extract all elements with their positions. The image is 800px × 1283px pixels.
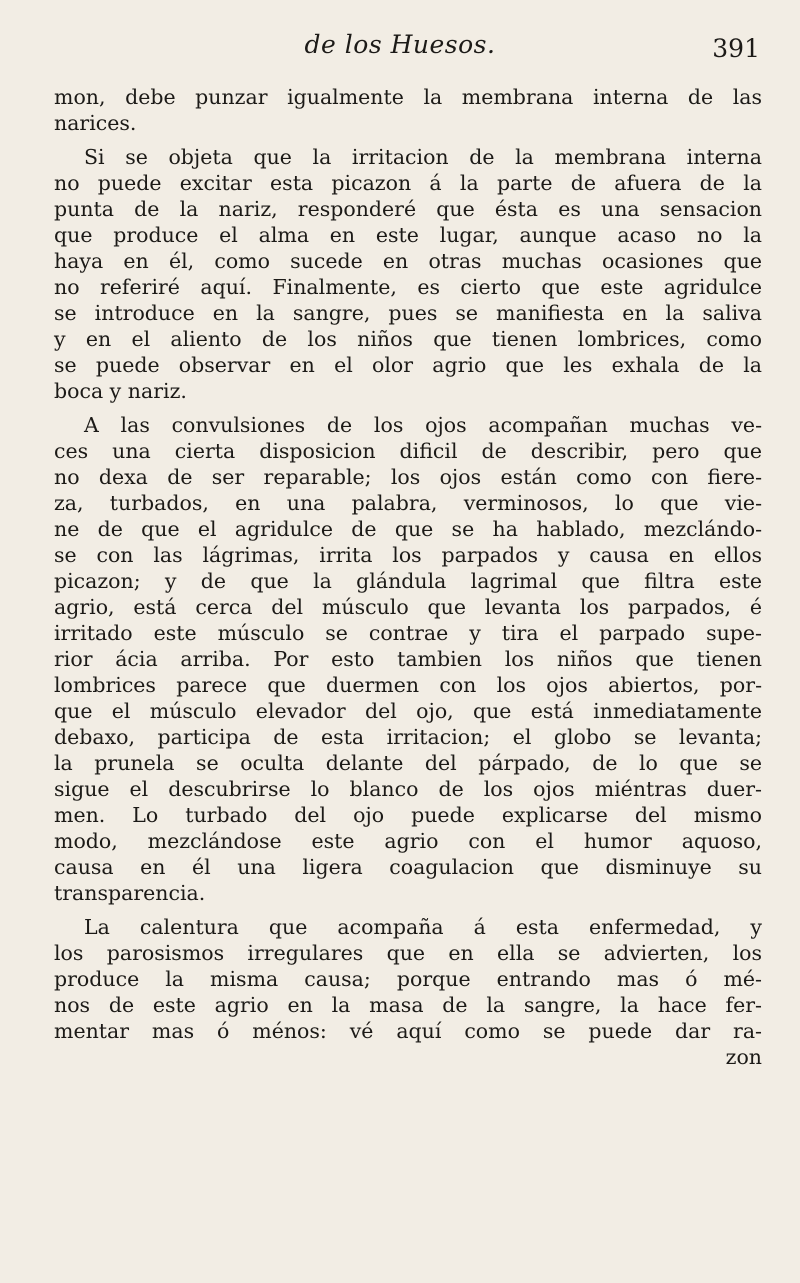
text-line: boca y nariz.: [54, 379, 187, 403]
catchword: zon: [725, 1045, 762, 1069]
text-line: se introduce en la sangre, pues se manifiesta en la saliva: [54, 301, 762, 325]
text-line: za, turbados, en una palabra, verminosos, lo que vie-: [54, 491, 762, 515]
text-line: produce la misma causa; porque entrando mas ó mé-: [54, 967, 762, 991]
paragraph: [54, 412, 762, 906]
text-line: mentar mas ó ménos: vé aquí como se puede dar ra-: [54, 1019, 762, 1043]
text-line: modo, mezclándose este agrio con el humor aquoso,: [54, 829, 762, 853]
text-line: sigue el descubrirse lo blanco de los ojos miéntras duer-: [54, 777, 762, 801]
paragraph: [54, 144, 762, 404]
text-line: transparencia.: [54, 881, 206, 905]
text-line: narices.: [54, 111, 137, 135]
paragraph-gap: [54, 136, 762, 144]
text-line: lombrices parece que duermen con los ojos abiertos, por-: [54, 673, 762, 697]
text-line: y en el aliento de los niños que tienen lombrices, como: [54, 327, 762, 351]
text-line: la prunela se oculta delante del párpado, de lo que se: [54, 751, 762, 775]
text-line: mon, debe punzar igualmente la membrana interna de las: [54, 85, 762, 109]
body-text: [54, 84, 762, 1070]
text-line: nos de este agrio en la masa de la sangre, la hace fer-: [54, 993, 762, 1017]
text-line: se con las lágrimas, irrita los parpados y causa en ellos: [54, 543, 762, 567]
text-line: que el músculo elevador del ojo, que está inmediatamente: [54, 699, 762, 723]
text-line: agrio, está cerca del músculo que levanta los parpados, é: [54, 595, 762, 619]
paragraph: [54, 914, 762, 1044]
page-number: 391: [712, 34, 760, 63]
text-line: La calentura que acompaña á esta enfermedad, y: [84, 915, 762, 939]
text-line: irritado este músculo se contrae y tira el parpado supe-: [54, 621, 762, 645]
text-line: Si se objeta que la irritacion de la membrana interna: [84, 145, 762, 169]
paragraph-gap: [54, 906, 762, 914]
paragraph: [54, 84, 762, 136]
text-line: debaxo, participa de esta irritacion; el globo se levanta;: [54, 725, 762, 749]
text-line: haya en él, como sucede en otras muchas ocasiones que: [54, 249, 762, 273]
text-line: no puede excitar esta picazon á la parte de afuera de la: [54, 171, 762, 195]
text-line: se puede observar en el olor agrio que les exhala de la: [54, 353, 762, 377]
text-line: picazon; y de que la glándula lagrimal que filtra este: [54, 569, 762, 593]
text-line: no referiré aquí. Finalmente, es cierto que este agridulce: [54, 275, 762, 299]
text-line: men. Lo turbado del ojo puede explicarse del mismo: [54, 803, 762, 827]
text-line: ne de que el agridulce de que se ha hablado, mezclándo-: [54, 517, 762, 541]
text-line: los parosismos irregulares que en ella se advierten, los: [54, 941, 762, 965]
text-line: que produce el alma en este lugar, aunque acaso no la: [54, 223, 762, 247]
text-line: rior ácia arriba. Por esto tambien los niños que tienen: [54, 647, 762, 671]
text-line: ces una cierta disposicion dificil de describir, pero que: [54, 439, 762, 463]
paragraph-gap: [54, 404, 762, 412]
text-line: punta de la nariz, responderé que ésta es una sensacion: [54, 197, 762, 221]
text-line: A las convulsiones de los ojos acompañan muchas ve-: [84, 413, 762, 437]
text-line: causa en él una ligera coagulacion que disminuye su: [54, 855, 762, 879]
running-head: [0, 28, 800, 68]
running-title: de los Huesos.: [304, 30, 496, 59]
text-line: no dexa de ser reparable; los ojos están como con fiere-: [54, 465, 762, 489]
